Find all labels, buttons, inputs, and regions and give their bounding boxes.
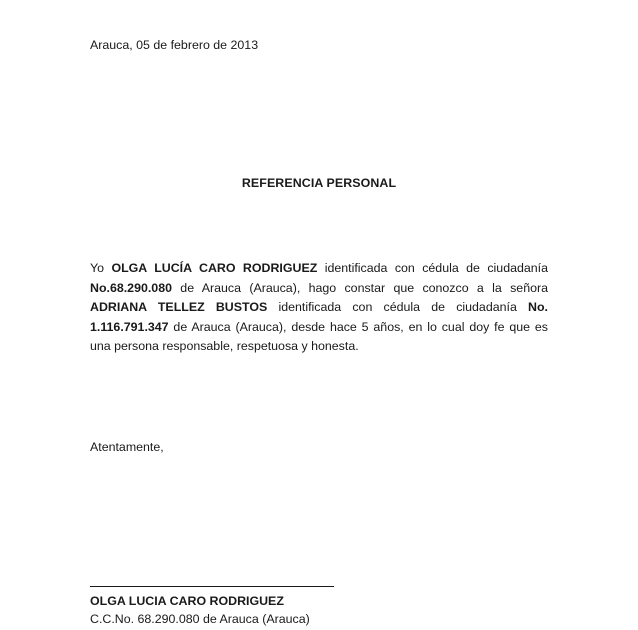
date-line: Arauca, 05 de febrero de 2013 <box>90 38 259 52</box>
body-text-2: identificada con cédula de ciudadanía <box>317 261 548 275</box>
body-text-3: de Arauca (Arauca), hago constar que conozco a la señora <box>171 280 548 295</box>
body-text-5: de Arauca (Arauca), desde hace 5 años, en lo cual doy fe que es una persona responsable, respetuosa y honesta. <box>90 319 548 353</box>
body-bold-referrer-name: OLGA LUCÍA CARO RODRIGUEZ <box>111 261 318 275</box>
signature-name: OLGA LUCIA CARO RODRIGUEZ <box>90 594 284 608</box>
signature-id-line: C.C.No. 68.290.080 de Arauca (Arauca) <box>90 612 310 626</box>
body-text-1: Yo <box>90 261 112 275</box>
letter-title: REFERENCIA PERSONAL <box>241 176 397 190</box>
closing-line: Atentamente, <box>90 440 164 454</box>
letter-body <box>90 259 548 357</box>
body-bold-referrer-id: No.68.290.080 <box>90 280 172 295</box>
signature-line <box>90 586 334 587</box>
body-bold-referee-id: No. 1.116.791.347 <box>90 300 548 334</box>
body-bold-referee-name: ADRIANA TELLEZ BUSTOS <box>90 300 268 314</box>
body-text-4: identificada con cédula de ciudadanía <box>267 300 529 314</box>
